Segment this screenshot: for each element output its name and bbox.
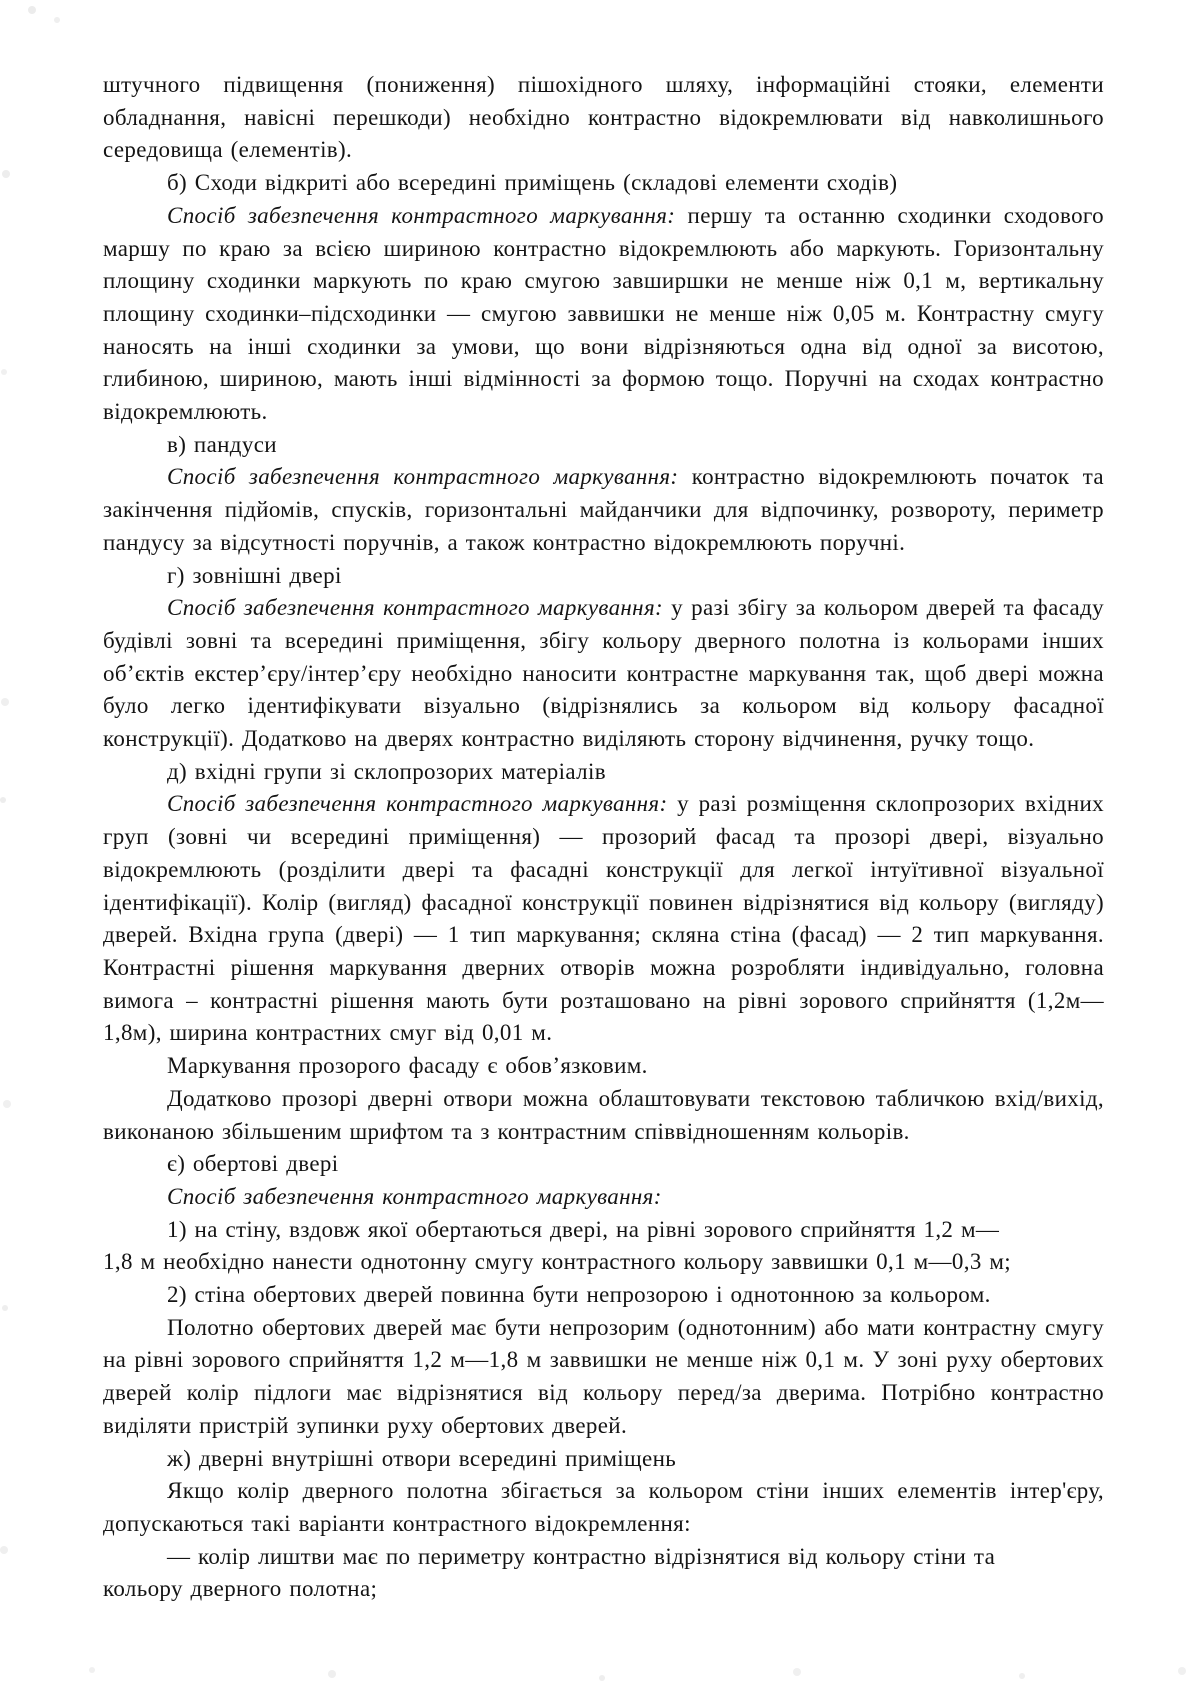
document-text (103, 69, 1104, 1606)
paragraph-14 (103, 1214, 1104, 1279)
manual-line: 1) на стіну, вздовж якої обертаються двері, на рівні зорового сприйняття 1,2 м— (167, 1216, 1000, 1242)
paragraph-2: б) Сходи відкриті або всередині приміщень (складові елементи сходів) (167, 170, 898, 196)
paragraph-3: Спосіб забезпечення контрастного маркування: першу та останню сходинки сходового маршу по краю за всією шириною контрастно відокремлюють або маркують. Горизонтальну площину сходинки маркують по краю смугою завширшки не менше ніж 0,1 м, вертикальну площину сходинки–підсходинки — смугою заввишки не менше ніж 0,05 м. Контрастну смугу наносять на інші сходинки за умови, що вони відрізняються одна від одної за висотою, глибиною, шириною, мають інші відмінності за формою тощо. Поручні на сходах контрастно відокремлюють. (103, 202, 1104, 425)
manual-line: — колір лиштви має по периметру контрастно відрізнятися від кольору стіни та (167, 1543, 996, 1569)
paragraph-6: г) зовнішні двері (167, 562, 342, 588)
italic-lead: Спосіб забезпечення контрастного маркування: (167, 464, 679, 490)
manual-line: кольору дверного полотна; (103, 1576, 378, 1602)
paragraph-19 (103, 1541, 1104, 1606)
paragraph-13 (103, 1181, 1104, 1214)
paragraph-7: Спосіб забезпечення контрастного маркування: у разі збігу за кольором дверей та фасаду будівлі зовні та всередині приміщення, збігу кольору дверного полотна із кольорами інших об’єктів екстер’єру/інтер’єру необхідно наносити контрастне маркування так, щоб двері можна було легко ідентифікувати візуально (відрізнялись за кольором від кольору фасадної конструкції). Додатково на дверях контрастно виділяють сторону відчинення, ручку тощо. (103, 595, 1104, 752)
paragraph-4: в) пандуси (167, 431, 277, 457)
italic-lead: Спосіб забезпечення контрастного маркування: (167, 1183, 662, 1209)
scan-noise (0, 0, 4, 4)
italic-lead: Спосіб забезпечення контрастного маркування: (167, 791, 668, 817)
paragraph-18: Якщо колір дверного полотна збігається за кольором стіни інших елементів інтер'єру, допускаються такі варіанти контрастного відокремлення: (103, 1478, 1104, 1536)
paragraph-8: д) вхідні групи зі склопрозорих матеріалів (167, 758, 606, 784)
manual-line: 1,8 м необхідно нанести однотонну смугу контрастного кольору заввишки 0,1 м—0,3 м; (103, 1249, 1012, 1275)
italic-lead: Спосіб забезпечення контрастного маркування: (167, 595, 663, 621)
italic-lead: Спосіб забезпечення контрастного маркування: (167, 202, 676, 228)
paragraph-12: є) обертові двері (167, 1151, 339, 1177)
paragraph-5: Спосіб забезпечення контрастного маркування: контрастно відокремлюють початок та закінчення підйомів, спусків, горизонтальні майданчики для відпочинку, розвороту, периметр пандусу за відсутності поручнів, а також контрастно відокремлюють поручні. (103, 464, 1104, 555)
paragraph-11: Додатково прозорі дверні отвори можна облаштовувати текстовою табличкою вхід/вихід, виконаною збільшеним шрифтом та з контрастним співвідношенням кольорів. (103, 1085, 1104, 1144)
paragraph-16: Полотно обертових дверей має бути непрозорим (однотонним) або мати контрастну смугу на рівні зорового сприйняття 1,2 м—1,8 м заввишки не менше ніж 0,1 м. У зоні руху обертових дверей колір підлоги має відрізнятися від кольору перед/за дверима. Потрібно контрастно виділяти пристрій зупинки руху обертових дверей. (103, 1314, 1104, 1438)
paragraph-15: 2) стіна обертових дверей повинна бути непрозорою і однотонною за кольором. (167, 1282, 991, 1308)
paragraph-1: штучного підвищення (пониження) пішохідного шляху, інформаційні стояки, елементи обладнання, навісні перешкоди) необхідно контрастно відокремлювати від навколишнього середовища (елементів). (103, 72, 1104, 163)
paragraph-17: ж) дверні внутрішні отвори всередині приміщень (167, 1445, 677, 1471)
paragraph-10: Маркування прозорого фасаду є обов’язковим. (167, 1053, 648, 1079)
paragraph-9: Спосіб забезпечення контрастного маркування: у разі розміщення склопрозорих вхідних груп (зовні чи всередині приміщення) — прозорий фасад та прозорі двері, візуально відокремлюють (розділити двері та фасадні конструкції для легкої інтуїтивної візуальної ідентифікації). Колір (вигляд) фасадної конструкції повинен відрізнятися від кольору (вигляду) дверей. Вхідна група (двері) — 1 тип маркування; скляна стіна (фасад) — 2 тип маркування. Контрастні рішення маркування дверних отворів можна розробляти індивідуально, головна вимога – контрастні рішення мають бути розташовано на рівні зорового сприйняття (1,2м—1,8м), ширина контрастних смуг від 0,01 м. (103, 791, 1104, 1046)
